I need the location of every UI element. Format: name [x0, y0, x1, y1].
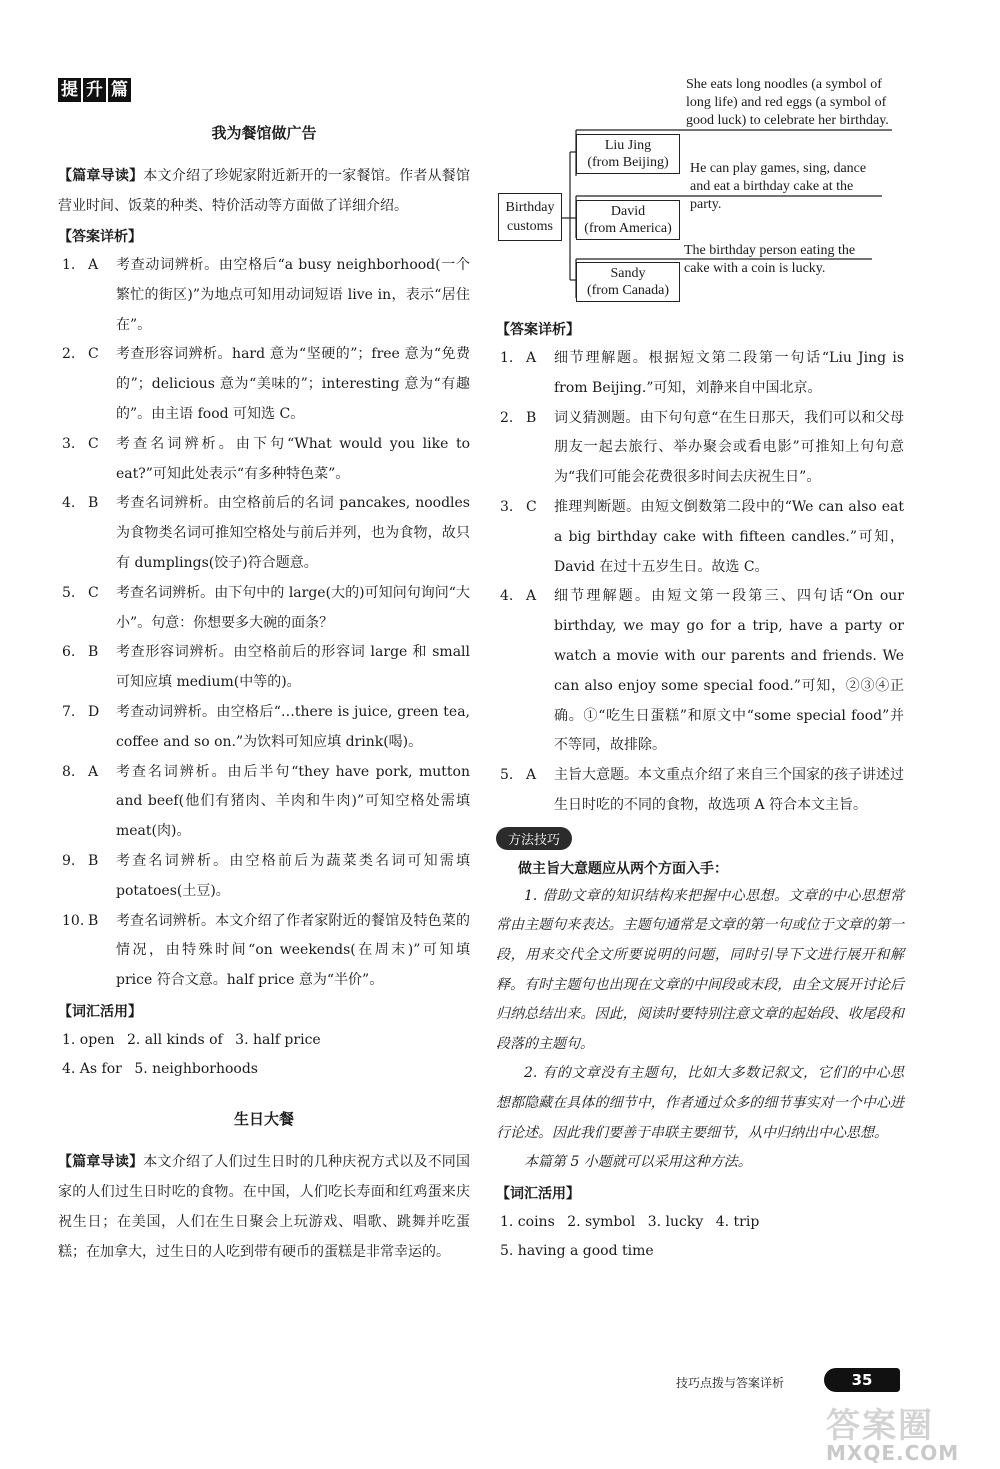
- branch-origin: (from Beijing): [587, 155, 669, 170]
- answer-number: 3.: [500, 498, 514, 515]
- answer-list: [58, 251, 470, 996]
- answer-choice: A: [526, 350, 537, 366]
- root-label: Birthday customs: [505, 200, 555, 234]
- answer-number: 8.: [62, 763, 76, 780]
- vocab-answer: 3. half price: [235, 1031, 321, 1048]
- answer-choice: A: [88, 763, 99, 780]
- section-badge: [58, 78, 133, 102]
- answer-number: 1.: [500, 350, 514, 366]
- branch-note: He can play games, sing, dance and eat a birthday cake at the party.: [690, 161, 867, 212]
- answer-number: 5.: [62, 584, 76, 601]
- answer-explanation: 考查名词辨析。由下句“What would you like to eat?”可知此处表示“有多种特色菜”。: [116, 435, 470, 482]
- answer-explanation: 考查名词辨析。由下句中的 large(大的)可知问句询问“大小”。句意：你想要多大碗的面条？: [116, 584, 470, 631]
- answer-explanation: 考查名词辨析。由后半句“they have pork, mutton and beef(他们有猪肉、羊肉和牛肉)”可知空格处需填 meat(肉)。: [116, 763, 470, 840]
- answer-number: 6.: [62, 644, 76, 661]
- branch-box-sandy: [576, 262, 680, 302]
- badge-char: 篇: [108, 78, 131, 102]
- answer-explanation: 主旨大意题。本文重点介绍了来自三个国家的孩子讲述过生日时吃的不同的食物，故选项 A 符合本文主旨。: [554, 767, 904, 813]
- vocab-answer: 2. symbol: [567, 1213, 636, 1230]
- answer-number: 7.: [62, 703, 76, 720]
- vocab-answer: 5. having a good time: [500, 1242, 654, 1259]
- answers-heading: 【答案详析】: [58, 229, 142, 245]
- branch-origin: (from Canada): [586, 283, 670, 298]
- answer-number: 1.: [62, 257, 76, 273]
- page-number: 35: [824, 1368, 900, 1392]
- answer-item: [496, 404, 904, 493]
- answer-explanation: 考查名词辨析。由空格前后为蔬菜类名词可知需填 potatoes(土豆)。: [116, 852, 470, 899]
- answer-explanation: 考查名词辨析。本文介绍了作者家附近的餐馆及特色菜的情况，由特殊时间“on weekends(在周末)”可知填 price 符合文意。half price 意为“半价”。: [116, 912, 470, 989]
- answer-explanation: 细节理解题。由短文第一段第三、四句话“On our birthday, we may go for a trip, have a party or watch a movie with our parents and friends. We can also enjoy some special food.”可知，②③④正确。①“吃生日蛋糕”和原文中“some special food”并不等同，故排除。: [554, 588, 904, 754]
- left-column: [58, 78, 470, 1267]
- answer-item: [58, 579, 470, 639]
- method-paragraph: 本篇第 5 小题就可以采用这种方法。: [524, 1154, 752, 1171]
- badge-char: 升: [83, 78, 106, 102]
- answer-explanation: 考查形容词辨析。hard 意为“坚硬的”；free 意为“免费的”；delicious 意为“美味的”；interesting 意为“有趣的”。由主语 food 可知选 C。: [116, 346, 470, 422]
- article-title: 我为餐馆做广告: [211, 124, 317, 142]
- chapter-guide: [58, 161, 470, 221]
- guide-text: 本文介绍了珍妮家附近新开的一家餐馆。作者从餐馆营业时间、饭菜的种类、特价活动等方面做了详细介绍。: [58, 168, 471, 214]
- answer-item: [58, 638, 470, 698]
- answer-item: [58, 907, 470, 996]
- answer-number: 4.: [500, 588, 514, 605]
- vocab-answer: 4. trip: [715, 1213, 760, 1230]
- answer-explanation: 考查名词辨析。由空格前后的名词 pancakes, noodles 为食物类名词可推知空格处与前后并列，也为食物，故只有 dumplings(饺子)符合题意。: [116, 495, 470, 571]
- footer-label: 技巧点拨与答案详析: [676, 1376, 785, 1390]
- root-box: [498, 193, 562, 241]
- answer-explanation: 考查动词辨析。由空格后“a busy neighborhood(一个繁忙的街区)”为地点可知用动词短语 live in，表示“居住在”。: [116, 257, 470, 333]
- answer-number: 10.: [62, 912, 85, 929]
- branch-box-david: [576, 200, 680, 240]
- method-tag: 方法技巧: [496, 827, 572, 850]
- branch-origin: (from America): [584, 221, 672, 236]
- answer-choice: C: [88, 346, 99, 363]
- branch-note: The birthday person eating the cake with a coin is lucky.: [684, 243, 856, 276]
- answer-number: 9.: [62, 852, 76, 869]
- method-paragraph: 1. 借助文章的知识结构来把握中心思想。文章的中心思想常常由主题句来表达。主题句通常是文章的第一句或位于文章的第一段，用来交代全文所要说明的问题，同时引导下文进行展开和解释。有时主题句也出现在文章的中间段或末段，由全文展开讨论后归纳总结出来。因此，阅读时要特别注意文章的起始段、收尾段和段落的主题句。: [496, 887, 904, 1052]
- answer-item: [496, 493, 904, 582]
- vocab-line: [58, 1055, 470, 1084]
- answer-choice: B: [88, 644, 99, 661]
- answer-item: [58, 340, 470, 429]
- answer-choice: B: [88, 912, 99, 929]
- answer-choice: A: [526, 767, 537, 784]
- branch-name: David: [610, 204, 646, 219]
- answer-explanation: 考查动词辨析。由空格后“…there is juice, green tea, coffee and so on.”为饮料可知应填 drink(喝)。: [116, 703, 470, 750]
- vocab-heading: 【词汇活用】: [496, 1185, 580, 1202]
- chapter-guide: [58, 1147, 470, 1267]
- answer-choice: B: [88, 495, 99, 512]
- vocab-line: [496, 1208, 904, 1237]
- badge-char: 提: [58, 78, 81, 102]
- branch-name: Liu Jing: [604, 138, 652, 153]
- answer-explanation: 词义猜测题。由下句句意“在生日那天，我们可以和父母朋友一起去旅行、举办聚会或看电影”可推知上句句意为“我们可能会花费很多时间去庆祝生日”。: [554, 409, 904, 486]
- vocab-line: [58, 1026, 470, 1055]
- answer-item: [496, 344, 904, 404]
- branch-note: She eats long noodles (a symbol of long life) and red eggs (a symbol of good luck) to celebrate her birthday.: [686, 77, 889, 128]
- answer-item: [58, 758, 470, 847]
- answer-choice: D: [88, 703, 100, 720]
- watermark-text: 答案圈: [826, 1406, 934, 1446]
- vocab-answer: 4. As for: [62, 1060, 122, 1077]
- watermark-logo: [826, 1398, 986, 1465]
- article-title: 生日大餐: [233, 1109, 294, 1128]
- answer-number: 5.: [500, 767, 514, 784]
- vocab-answer: 5. neighborhoods: [134, 1060, 258, 1077]
- method-heading: 做主旨大意题应从两个方面入手：: [518, 860, 728, 877]
- answer-explanation: 推理判断题。由短文倒数第二段中的“We can also eat a big birthday cake with fifteen candles.”可知，David 在过十五岁生日。故选 C。: [554, 498, 904, 575]
- answer-choice: C: [526, 498, 537, 515]
- branch-box-liu-jing: [576, 134, 680, 174]
- vocab-answer: 2. all kinds of: [126, 1031, 223, 1048]
- answer-number: 4.: [62, 495, 76, 512]
- answer-explanation: 考查形容词辨析。由空格前后的形容词 large 和 small 可知应填 medium(中等的)。: [116, 644, 470, 691]
- right-column: [496, 78, 904, 1266]
- answers-heading: 【答案详析】: [496, 322, 580, 338]
- answer-choice: B: [526, 409, 537, 426]
- watermark-url: MXQE.COM: [826, 1441, 960, 1465]
- answer-choice: B: [88, 852, 99, 869]
- vocab-line: [496, 1237, 904, 1266]
- answer-item: [496, 761, 904, 821]
- method-paragraph: 2. 有的文章没有主题句，比如大多数记叙文，它们的中心思想都隐藏在具体的细节中，作者通过众多的细节事实对一个中心进行论述。因此我们要善于串联主要细节，从中归纳出中心思想。: [496, 1065, 904, 1141]
- guide-tag: 【篇章导读】: [58, 168, 144, 184]
- answer-number: 3.: [62, 435, 76, 452]
- answer-item: [58, 430, 470, 490]
- answer-number: 2.: [500, 409, 514, 426]
- answer-choice: A: [526, 588, 537, 605]
- answer-item: [496, 582, 904, 761]
- answer-number: 2.: [62, 346, 76, 363]
- vocab-answer: 1. coins: [500, 1213, 555, 1230]
- answer-choice: C: [88, 435, 99, 452]
- answer-item: [58, 489, 470, 578]
- answer-choice: C: [88, 584, 99, 601]
- answer-list: [496, 344, 904, 821]
- answer-item: [58, 698, 470, 758]
- guide-tag: 【篇章导读】: [58, 1153, 144, 1170]
- answer-item: [58, 847, 470, 907]
- vocab-answer: 3. lucky: [647, 1213, 704, 1230]
- guide-text: 本文介绍了人们过生日时的几种庆祝方式以及不同国家的人们过生日时吃的食物。在中国，人们吃长寿面和红鸡蛋来庆祝生日；在美国，人们在生日聚会上玩游戏、唱歌、跳舞并吃蛋糕；在加拿大，过生日的人吃到带有硬币的蛋糕是非常幸运的。: [58, 1153, 471, 1260]
- answer-item: [58, 251, 470, 340]
- vocab-answer: 1. open: [62, 1031, 115, 1048]
- birthday-customs-diagram: [496, 78, 904, 314]
- vocab-heading: 【词汇活用】: [58, 1003, 142, 1020]
- answer-explanation: 细节理解题。根据短文第二段第一句话“Liu Jing is from Beijing.”可知，刘静来自中国北京。: [554, 350, 904, 396]
- branch-name: Sandy: [610, 266, 646, 281]
- answer-choice: A: [88, 257, 99, 273]
